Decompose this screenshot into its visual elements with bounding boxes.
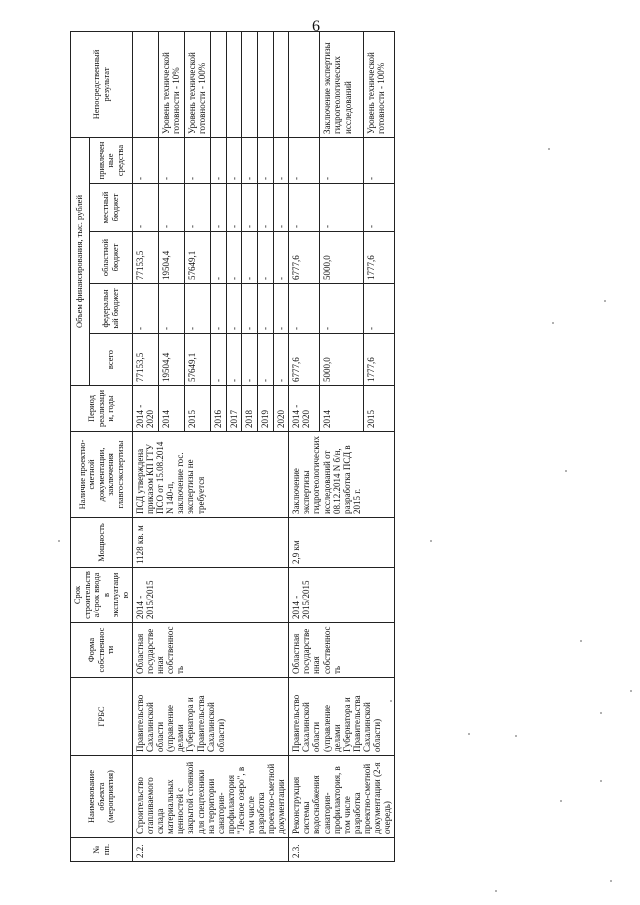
header-federal: федеральный бюджет — [89, 284, 132, 334]
cell-name: Строительство отапливаемого склада материальных ценностей с закрытой стоянкой для спецтехники на территории санатория-профилактория "Лесное озеро", в том числе разработка проектно-сметной документации — [133, 756, 289, 838]
cell-name: Реконструкция системы водоснабжения санатория-профилактория, в том числе разработка проектно-сметной документации (2-я очередь) — [289, 756, 395, 838]
cell-total: 6777,6 — [289, 334, 320, 386]
table-row — [289, 31, 320, 861]
cell-federal: - — [159, 284, 185, 334]
cell-period: 2020 — [273, 386, 289, 432]
cell-extra: - — [363, 137, 394, 183]
cell-extra: - — [320, 137, 364, 183]
cell-total: 19504,4 — [159, 334, 185, 386]
speckle — [552, 322, 554, 324]
cell-term: 2014 - 2015/2015 — [289, 568, 395, 623]
cell-ownership: Областная государственная собственность — [289, 623, 395, 678]
speckle — [630, 690, 632, 692]
cell-federal: - — [289, 284, 320, 334]
speckle — [515, 735, 517, 737]
cell-regional: 57649,1 — [185, 232, 211, 284]
cell-federal: - — [242, 284, 258, 334]
cell-num: 2.3. — [289, 838, 395, 862]
header-extra: привлеченные средства — [89, 137, 132, 183]
speckle — [548, 148, 550, 150]
cell-grbs: Правительство Сахалинской области (управление делами Губернатора и Правительства Сахалинской области) — [289, 678, 395, 756]
cell-result — [226, 31, 242, 137]
cell-regional: 5000,0 — [320, 232, 364, 284]
cell-ownership: Областная государственная собственность — [133, 623, 289, 678]
cell-extra: - — [211, 137, 227, 183]
cell-local: - — [273, 184, 289, 232]
cell-local: - — [242, 184, 258, 232]
cell-total: 1777,6 — [363, 334, 394, 386]
cell-local: - — [211, 184, 227, 232]
cell-total: 77153,5 — [133, 334, 159, 386]
cell-local: - — [185, 184, 211, 232]
header-funding: Объем финансирования, тыс. рублей — [71, 137, 90, 385]
cell-result — [289, 31, 320, 137]
speckle — [390, 700, 392, 702]
cell-regional: - — [211, 232, 227, 284]
cell-local: - — [320, 184, 364, 232]
cell-local: - — [226, 184, 242, 232]
cell-period: 2015 — [363, 386, 394, 432]
cell-extra: - — [185, 137, 211, 183]
cell-period: 2019 — [257, 386, 273, 432]
funding-table — [70, 31, 395, 862]
header-term: Срок строительства/срок ввода в эксплуатацию — [71, 568, 133, 623]
cell-total: - — [273, 334, 289, 386]
speckle — [560, 800, 562, 802]
speckle — [604, 300, 606, 302]
cell-federal: - — [226, 284, 242, 334]
header-period: Период реализации, годы — [71, 386, 133, 432]
speckle — [600, 712, 602, 714]
cell-design-docs: ПСД утверждена приказом КП ГТУ ПСО от 15.08.2014 N 140-п, заключение гос. экспертизы не требуется — [133, 432, 289, 518]
speckle — [430, 540, 432, 542]
cell-total: - — [257, 334, 273, 386]
cell-term: 2014 - 2015/2015 — [133, 568, 289, 623]
cell-extra: - — [159, 137, 185, 183]
cell-grbs: Правительство Сахалинской области (управление делами Губернатора и Правительства Сахалинской области) — [133, 678, 289, 756]
cell-result: Уровень технической готовности - 100% — [363, 31, 394, 137]
cell-regional: 6777,6 — [289, 232, 320, 284]
cell-capacity: 1128 кв. м — [133, 518, 289, 568]
cell-extra: - — [257, 137, 273, 183]
cell-num: 2.2. — [133, 838, 289, 862]
cell-period: 2014 — [159, 386, 185, 432]
header-num: № пп. — [71, 838, 133, 862]
cell-federal: - — [257, 284, 273, 334]
cell-regional: - — [226, 232, 242, 284]
page-number: 6 — [312, 18, 320, 35]
cell-capacity: 2,9 км — [289, 518, 395, 568]
cell-federal: - — [273, 284, 289, 334]
speckle — [600, 780, 602, 782]
header-name: Наименование объекта (мероприятия) — [71, 756, 133, 838]
cell-total: 57649,1 — [185, 334, 211, 386]
header-result: Непосредственный результат — [71, 31, 133, 137]
cell-local: - — [133, 184, 159, 232]
cell-regional: 19504,4 — [159, 232, 185, 284]
speckle — [580, 640, 582, 642]
cell-regional: 77153,5 — [133, 232, 159, 284]
cell-result: Уровень технической готовности - 100% — [185, 31, 211, 137]
header-design-docs: Наличие проектно-сметной документации, заключения главгосэкспертизы — [71, 432, 133, 518]
cell-result — [133, 31, 159, 137]
cell-regional: 1777,6 — [363, 232, 394, 284]
speckle — [468, 733, 470, 735]
cell-period: 2015 — [185, 386, 211, 432]
speckle — [610, 880, 612, 882]
table-body — [133, 31, 395, 861]
header-regional: областной бюджет — [89, 232, 132, 284]
cell-extra: - — [289, 137, 320, 183]
rotated-table-container — [70, 32, 610, 862]
cell-federal: - — [133, 284, 159, 334]
cell-result — [242, 31, 258, 137]
cell-design-docs: Заключение экспертизы гидрогеологических исследований от 08.12.2014 N б/н, разработка ПСД в 2015 г. — [289, 432, 395, 518]
header-total: всего — [89, 334, 132, 386]
cell-extra: - — [226, 137, 242, 183]
cell-federal: - — [363, 284, 394, 334]
speckle — [58, 540, 60, 542]
header-ownership: Форма собственности — [71, 623, 133, 678]
cell-total: - — [211, 334, 227, 386]
cell-local: - — [159, 184, 185, 232]
speckle — [565, 470, 567, 472]
cell-regional: - — [257, 232, 273, 284]
cell-period: 2014 - 2020 — [133, 386, 159, 432]
cell-period: 2014 — [320, 386, 364, 432]
cell-period: 2016 — [211, 386, 227, 432]
cell-total: 5000,0 — [320, 334, 364, 386]
cell-local: - — [289, 184, 320, 232]
cell-result: Уровень технической готовности - 10% — [159, 31, 185, 137]
cell-result — [273, 31, 289, 137]
cell-federal: - — [320, 284, 364, 334]
table-row — [133, 31, 159, 861]
cell-total: - — [226, 334, 242, 386]
cell-local: - — [257, 184, 273, 232]
cell-result — [211, 31, 227, 137]
header-grbs: ГРБС — [71, 678, 133, 756]
cell-extra: - — [242, 137, 258, 183]
cell-federal: - — [211, 284, 227, 334]
cell-extra: - — [273, 137, 289, 183]
cell-federal: - — [185, 284, 211, 334]
cell-regional: - — [273, 232, 289, 284]
header-capacity: Мощность — [71, 518, 133, 568]
header-local: местный бюджет — [89, 184, 132, 232]
cell-total: - — [242, 334, 258, 386]
cell-period: 2014 - 2020 — [289, 386, 320, 432]
speckle — [495, 890, 497, 892]
cell-period: 2017 — [226, 386, 242, 432]
cell-extra: - — [133, 137, 159, 183]
cell-period: 2018 — [242, 386, 258, 432]
cell-local: - — [363, 184, 394, 232]
cell-result — [257, 31, 273, 137]
cell-regional: - — [242, 232, 258, 284]
cell-result: Заключение экспертизы гидрогеологических исследований — [320, 31, 364, 137]
